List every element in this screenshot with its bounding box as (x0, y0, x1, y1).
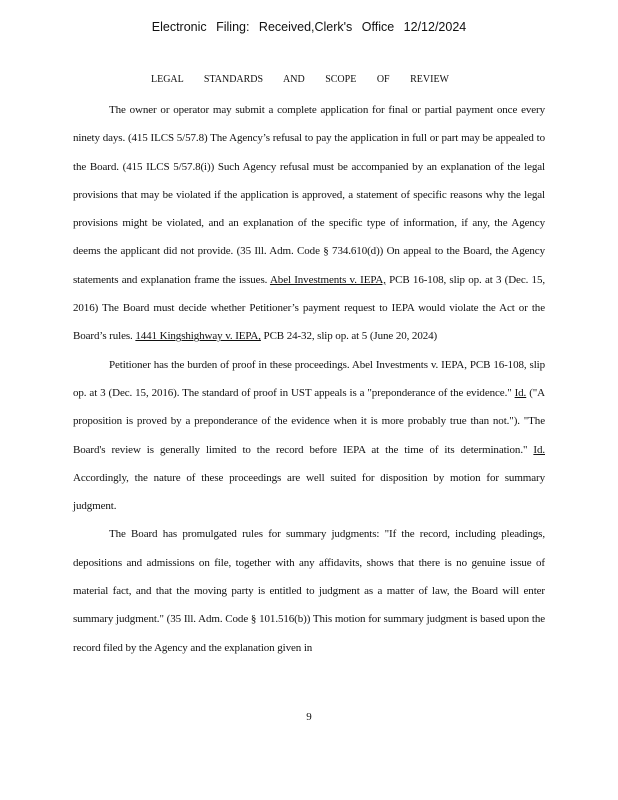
p2-text-2: ("A proposition is proved by a preponderance of the evidence when it is more probably true than not."). "The Board's review is generally limited to the record before IEPA at the time of its determination." (73, 386, 545, 456)
citation-id-2: Id. (533, 443, 545, 456)
filing-stamp: Electronic Filing: Received,Clerk's Office 12/12/2024 (151, 20, 467, 34)
citation-id-1: Id. (514, 386, 527, 399)
p2-text-3: Accordingly, the nature of these proceedings are well suited for disposition by motion for summary judgment. (73, 471, 545, 513)
p1-text-2: PCB 16-108, slip op. at 3 (Dec. 15, 2016) The Board must decide whether Petitioner’s payment request to IEPA would violate the Act or the Board’s rules. (73, 273, 546, 343)
body-text (73, 96, 545, 662)
page-number: 9 (306, 711, 312, 723)
citation-1441-kingshighway: 1441 Kingshighway v. IEPA, (135, 330, 261, 343)
p3-text-1: The Board has promulgated rules for summary judgments: "If the record, including pleadings, depositions and admissions on file, together with any affidavits, shows that there is no genuine issue of material fact, and that the moving party is entitled to judgment as a matter of law, the Board will enter summary judgment." (35 Ill. Adm. Code § 101.516(b)) This motion for summary judgment is based upon the record filed by the Agency and the explanation given in (73, 528, 545, 654)
p1-text-3: PCB 24-32, slip op. at 5 (June 20, 2024) (260, 330, 438, 343)
paragraph-2 (73, 351, 545, 521)
p2-text-1: Petitioner has the burden of proof in these proceedings. Abel Investments v. IEPA, PCB 16-108, slip op. at 3 (Dec. 15, 2016). The standard of proof in UST appeals is a "preponderance of the evidence." (73, 358, 545, 399)
paragraph-3 (73, 520, 545, 661)
section-heading: LEGAL STANDARDS AND SCOPE OF REVIEW (150, 74, 449, 85)
paragraph-1 (73, 96, 545, 351)
citation-abel-investments: Abel Investments v. IEPA, (269, 273, 386, 286)
p1-text-1: The owner or operator may submit a complete application for final or partial payment once every ninety days. (415 ILCS 5/57.8) The Agency’s refusal to pay the application in full or part may be appealed to the Board. (415 ILCS 5/57.8(i)) Such Agency refusal must be accompanied by an explanation of the legal provisions that may be violated if the application is approved, a statement of specific reasons why the legal provisions might be violated, and an explanation of the specific type of information, if any, the Agency deems the applicant did not provide. (35 Ill. Adm. Code § 734.610(d)) On appeal to the Board, the Agency statements and explanation frame the issues. (73, 104, 545, 286)
